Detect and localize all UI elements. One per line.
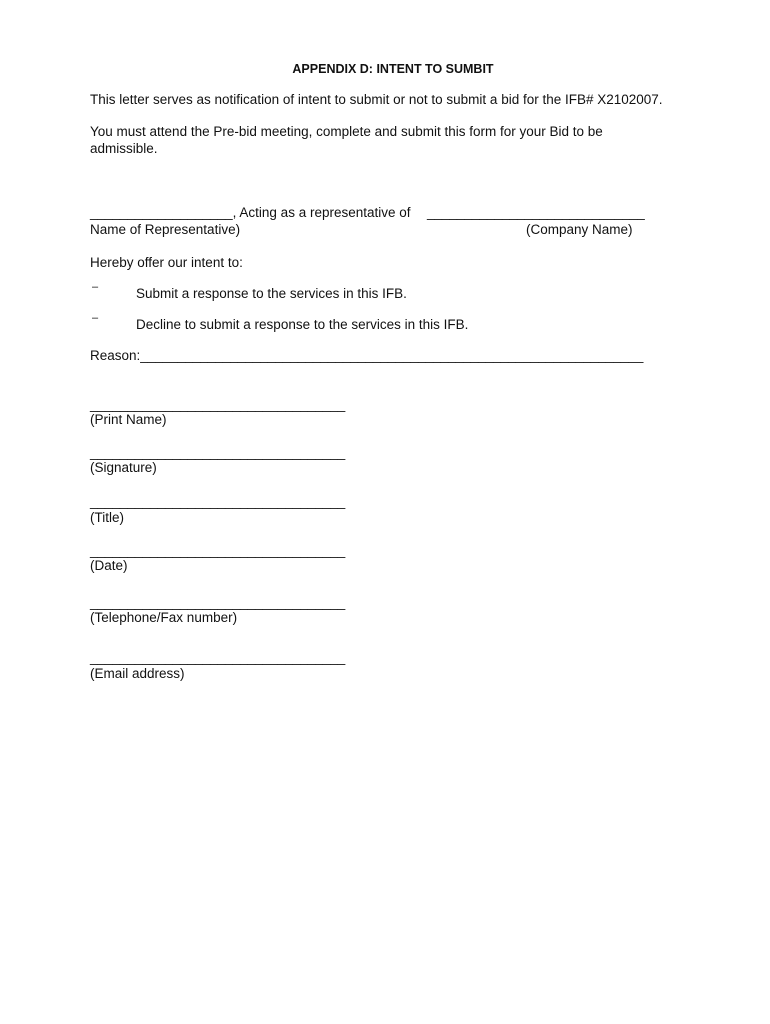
title-label: (Title) bbox=[90, 510, 124, 525]
company-name-blank[interactable]: _____________________________ bbox=[427, 205, 645, 220]
submit-option-text: Submit a response to the services in this IFB. bbox=[136, 286, 407, 301]
telephone-fax-blank[interactable]: __________________________________ bbox=[90, 595, 346, 610]
date-blank[interactable]: __________________________________ bbox=[90, 543, 346, 558]
email-blank[interactable]: __________________________________ bbox=[90, 650, 346, 665]
print-name-label: (Print Name) bbox=[90, 412, 167, 427]
representative-label: Name of Representative) bbox=[90, 222, 241, 237]
decline-option-marker[interactable]: – bbox=[92, 312, 99, 324]
signature-label: (Signature) bbox=[90, 460, 157, 475]
company-name-label: (Company Name) bbox=[526, 222, 633, 237]
decline-option-text: Decline to submit a response to the services in this IFB. bbox=[136, 317, 469, 332]
offer-heading: Hereby offer our intent to: bbox=[90, 255, 243, 270]
print-name-blank[interactable]: __________________________________ bbox=[90, 397, 346, 412]
intro-paragraph: This letter serves as notification of intent to submit or not to submit a bid for the IFB# X2102007. bbox=[90, 92, 663, 107]
signature-blank[interactable]: __________________________________ bbox=[90, 445, 346, 460]
document-title: APPENDIX D: INTENT TO SUMBIT bbox=[292, 62, 494, 76]
instruction-paragraph: You must attend the Pre-bid meeting, complete and submit this form for your Bid to be admissible. bbox=[90, 124, 603, 156]
title-blank[interactable]: __________________________________ bbox=[90, 494, 346, 509]
email-label: (Email address) bbox=[90, 666, 185, 681]
reason-field[interactable]: Reason:___________________________________________________________________ bbox=[90, 348, 644, 363]
date-label: (Date) bbox=[90, 558, 128, 573]
telephone-fax-label: (Telephone/Fax number) bbox=[90, 610, 238, 625]
submit-option-marker[interactable]: – bbox=[92, 281, 99, 293]
representative-blank[interactable]: ___________________, Acting as a representative of bbox=[90, 205, 411, 220]
